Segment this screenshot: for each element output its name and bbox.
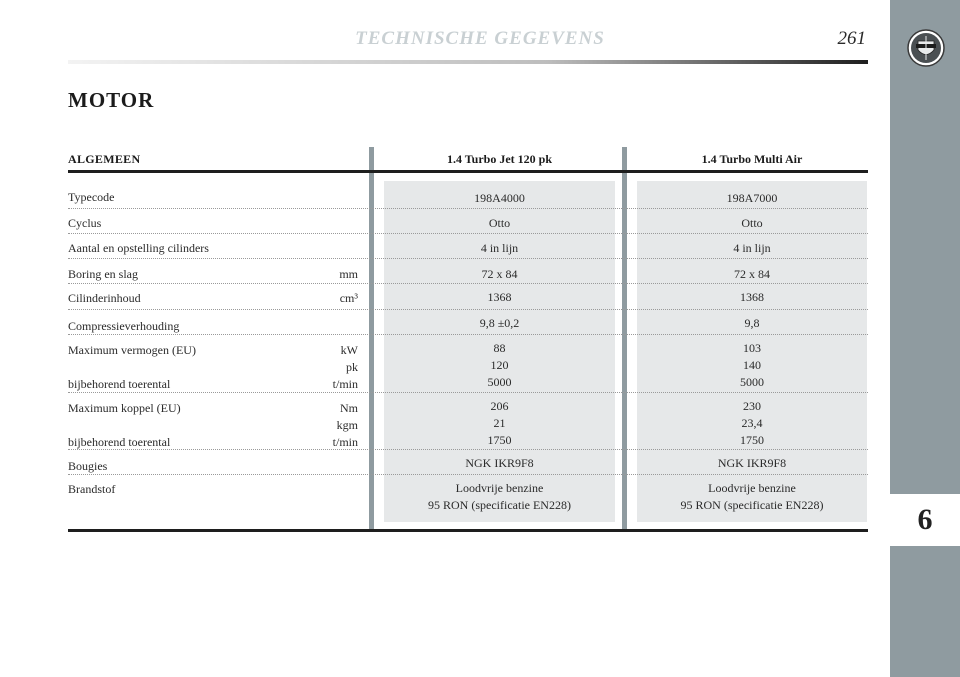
value-col-2-line: 198A7000 [726, 191, 778, 205]
value-col-2-line: 95 RON (specificatie EN228) [680, 498, 824, 512]
table-row [68, 237, 868, 259]
value-col-1 [384, 289, 615, 306]
table-bottom-rule [68, 529, 868, 532]
row-label [68, 481, 354, 498]
table-row [68, 212, 868, 234]
row-label-line: Maximum vermogen (EU) [68, 343, 196, 357]
value-col-2 [637, 480, 867, 514]
row-unit [68, 290, 358, 307]
value-col-1 [384, 266, 615, 283]
value-col-2-line: 23,4 [741, 416, 763, 430]
value-col-2 [637, 340, 867, 391]
row-label-line: bijbehorend toerental [68, 377, 171, 391]
row-label-line: Compressieverhouding [68, 319, 180, 333]
row-label-line: Maximum koppel (EU) [68, 401, 181, 415]
chapter-tab[interactable] [890, 493, 960, 547]
value-col-1-line: 95 RON (specificatie EN228) [428, 498, 571, 512]
row-unit-line: kgm [336, 418, 358, 432]
row-unit-line: kW [340, 343, 358, 357]
value-col-1-line: 1750 [487, 433, 512, 447]
row-label-line: Brandstof [68, 482, 116, 496]
value-col-1-line: Loodvrije benzine [455, 481, 544, 495]
value-col-2-line: 230 [743, 399, 761, 413]
table-row [68, 287, 868, 310]
page-number: 261 [837, 28, 866, 49]
row-unit-line: cm³ [339, 291, 358, 305]
table-label-header: ALGEMEEN [68, 152, 141, 166]
value-col-2 [637, 398, 867, 449]
value-col-1-line: 4 in lijn [480, 241, 519, 255]
table-row [68, 313, 868, 335]
row-label [68, 215, 354, 232]
value-col-2-line: 4 in lijn [733, 241, 771, 255]
row-label-line: Cyclus [68, 216, 102, 230]
row-label-line: bijbehorend toerental [68, 435, 171, 449]
value-col-2-line: 5000 [740, 375, 764, 389]
value-col-1-line: 9,8 ±0,2 [479, 316, 520, 330]
value-col-2-line: 1750 [740, 433, 764, 447]
row-unit [68, 400, 358, 451]
row-unit [68, 342, 358, 393]
chapter-number: 6 [917, 503, 933, 536]
value-col-1-line: 5000 [487, 375, 512, 389]
row-label-line: Aantal en opstelling cilinders [68, 241, 209, 255]
row-label [68, 240, 354, 257]
page-header-title: TECHNISCHE GEGEVENS [355, 28, 605, 49]
row-label-line: Boring en slag [68, 267, 138, 281]
value-col-1 [384, 340, 615, 391]
row-label-line: Typecode [68, 190, 115, 204]
right-sidebar [890, 0, 960, 677]
table-row [68, 453, 868, 475]
value-col-1-line: 72 x 84 [481, 267, 518, 281]
row-label [68, 458, 354, 475]
table-row [68, 186, 868, 209]
value-col-2-line: 1368 [740, 290, 764, 304]
value-col-1-line: NGK IKR9F8 [465, 456, 534, 470]
value-col-1-line: 88 [493, 341, 506, 355]
value-col-2 [637, 455, 867, 472]
row-unit-line: mm [339, 267, 358, 281]
table-row [68, 396, 868, 450]
row-label [68, 318, 354, 335]
value-col-2 [637, 190, 867, 207]
value-col-2 [637, 315, 867, 332]
table-column-header-1: 1.4 Turbo Jet 120 pk [446, 152, 553, 166]
value-col-2 [637, 266, 867, 283]
value-col-2-line: Loodvrije benzine [708, 481, 796, 495]
table-row [68, 338, 868, 393]
value-col-1-line: 120 [490, 358, 509, 372]
row-label-line: Cilinderinhoud [68, 291, 141, 305]
value-col-1 [384, 240, 615, 257]
table-column-header-2: 1.4 Turbo Multi Air [701, 152, 803, 166]
value-col-1-line: 206 [490, 399, 509, 413]
value-col-2-line: Otto [741, 216, 763, 230]
value-col-2 [637, 289, 867, 306]
row-label-line: Bougies [68, 459, 108, 473]
row-unit [68, 266, 358, 283]
value-col-1-line: Otto [488, 216, 511, 230]
row-unit-line: t/min [332, 377, 358, 391]
table-row [68, 262, 868, 284]
value-col-1 [384, 215, 615, 232]
row-unit-line: Nm [340, 401, 358, 415]
value-col-2-line: 72 x 84 [734, 267, 770, 281]
value-col-2-line: 9,8 [744, 316, 760, 330]
value-col-2-line: 140 [743, 358, 761, 372]
table-header-rule [68, 170, 868, 173]
value-col-2 [637, 240, 867, 257]
row-unit-line: pk [346, 360, 358, 374]
lancia-shield-icon [906, 28, 946, 68]
row-unit-line: t/min [332, 435, 358, 449]
value-col-2-line: NGK IKR9F8 [717, 456, 787, 470]
value-col-1 [384, 455, 615, 472]
value-col-1-line: 21 [493, 416, 506, 430]
table-row [68, 478, 868, 528]
value-col-1 [384, 398, 615, 449]
row-label [68, 189, 354, 206]
header-rule [68, 60, 868, 64]
value-col-2-line: 103 [743, 341, 761, 355]
value-col-1 [384, 315, 615, 332]
section-title: MOTOR [68, 88, 155, 112]
value-col-1 [384, 480, 615, 514]
value-col-2 [637, 215, 867, 232]
value-col-1-line: 1368 [487, 290, 512, 304]
value-col-1-line: 198A4000 [474, 191, 525, 205]
value-col-1 [384, 190, 615, 207]
